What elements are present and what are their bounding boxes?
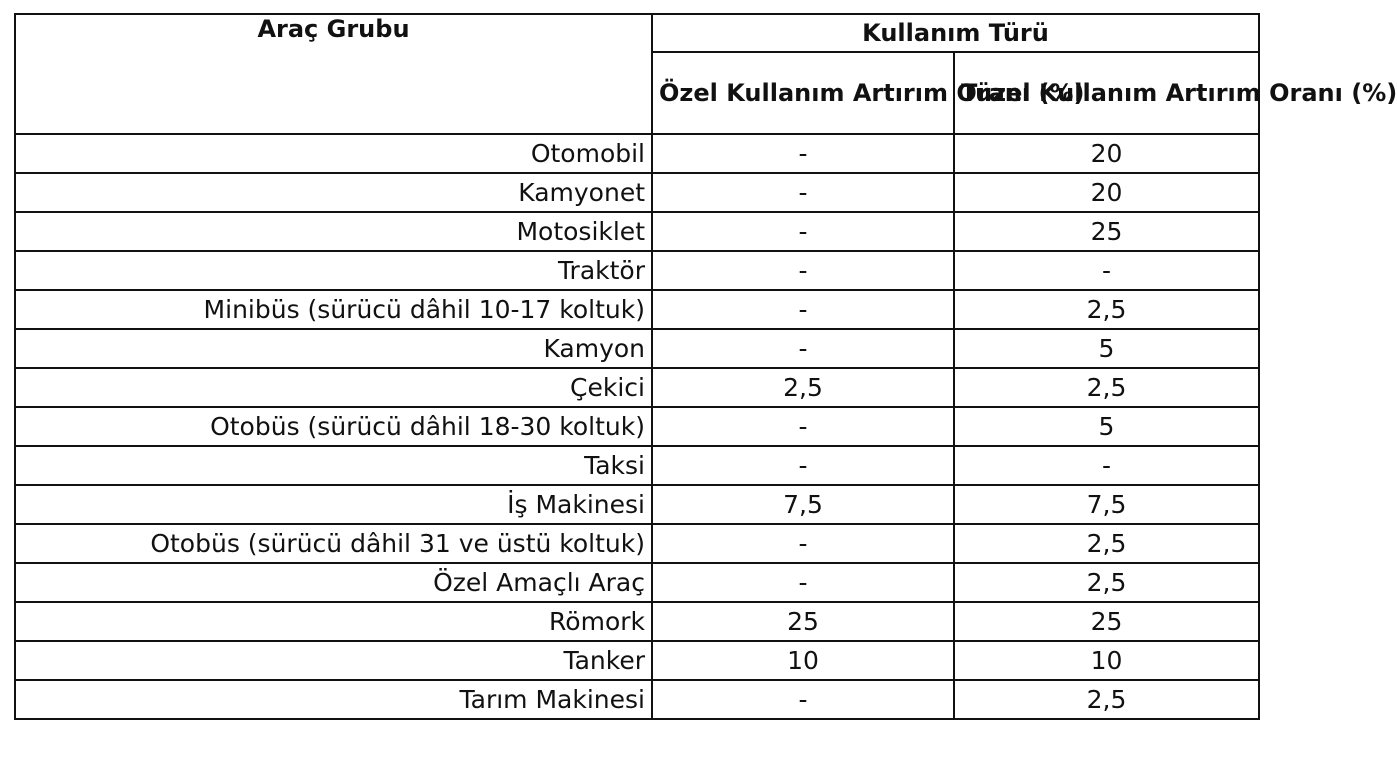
vehicle-group-cell: Çekici: [15, 368, 652, 407]
vehicle-group-cell: Tanker: [15, 641, 652, 680]
table-row: [15, 368, 1259, 407]
private-rate-cell: -: [652, 134, 954, 173]
vehicle-group-cell: Römork: [15, 602, 652, 641]
private-rate-cell: -: [652, 563, 954, 602]
private-rate-cell: -: [652, 290, 954, 329]
vehicle-group-cell: Traktör: [15, 251, 652, 290]
vehicle-group-cell: Motosiklet: [15, 212, 652, 251]
private-rate-cell: -: [652, 446, 954, 485]
vehicle-group-cell: Tarım Makinesi: [15, 680, 652, 719]
corporate-rate-cell: 2,5: [954, 680, 1259, 719]
table-row: [15, 524, 1259, 563]
private-rate-cell: -: [652, 251, 954, 290]
corporate-usage-rate-header: Tüzel Kullanım Artırım Oranı (%): [954, 52, 1259, 134]
private-rate-cell: 10: [652, 641, 954, 680]
vehicle-group-cell: Taksi: [15, 446, 652, 485]
usage-type-header: Kullanım Türü: [652, 14, 1259, 52]
vehicle-group-header: Araç Grubu: [15, 14, 652, 134]
table-row: [15, 173, 1259, 212]
vehicle-group-cell: Özel Amaçlı Araç: [15, 563, 652, 602]
table-row: [15, 641, 1259, 680]
vehicle-group-cell: Kamyon: [15, 329, 652, 368]
vehicle-group-cell: Kamyonet: [15, 173, 652, 212]
table-row: [15, 602, 1259, 641]
vehicle-group-cell: Minibüs (sürücü dâhil 10-17 koltuk): [15, 290, 652, 329]
corporate-rate-cell: 25: [954, 602, 1259, 641]
private-rate-cell: 25: [652, 602, 954, 641]
table-row: [15, 329, 1259, 368]
corporate-rate-cell: 7,5: [954, 485, 1259, 524]
corporate-rate-cell: 2,5: [954, 563, 1259, 602]
corporate-rate-cell: 20: [954, 173, 1259, 212]
private-rate-cell: -: [652, 329, 954, 368]
vehicle-group-cell: İş Makinesi: [15, 485, 652, 524]
table-row: [15, 563, 1259, 602]
rate-table: [14, 13, 1397, 720]
corporate-rate-cell: 2,5: [954, 524, 1259, 563]
corporate-rate-cell: 2,5: [954, 368, 1259, 407]
private-rate-cell: -: [652, 524, 954, 563]
corporate-rate-cell: 20: [954, 134, 1259, 173]
vehicle-group-cell: Otobüs (sürücü dâhil 18-30 koltuk): [15, 407, 652, 446]
private-rate-cell: 7,5: [652, 485, 954, 524]
private-rate-cell: -: [652, 680, 954, 719]
table-row: [15, 212, 1259, 251]
table-row: [15, 134, 1259, 173]
private-usage-rate-header: Özel Kullanım Artırım Oranı (%): [652, 52, 954, 134]
corporate-rate-cell: -: [954, 251, 1259, 290]
vehicle-group-cell: Otobüs (sürücü dâhil 31 ve üstü koltuk): [15, 524, 652, 563]
corporate-rate-cell: 5: [954, 407, 1259, 446]
private-rate-cell: -: [652, 212, 954, 251]
vehicle-group-cell: Otomobil: [15, 134, 652, 173]
corporate-rate-cell: 10: [954, 641, 1259, 680]
table-row: [15, 680, 1259, 719]
table-row: [15, 290, 1259, 329]
corporate-rate-cell: 5: [954, 329, 1259, 368]
private-rate-cell: -: [652, 407, 954, 446]
private-rate-cell: 2,5: [652, 368, 954, 407]
table-header: [15, 14, 1397, 134]
corporate-rate-cell: 2,5: [954, 290, 1259, 329]
table-row: [15, 251, 1259, 290]
header-row-top: [15, 14, 1259, 52]
table-row: [15, 407, 1259, 446]
table-row: [15, 446, 1259, 485]
table-row: [15, 485, 1259, 524]
corporate-rate-cell: 25: [954, 212, 1259, 251]
table-body: [15, 134, 1259, 719]
private-rate-cell: -: [652, 173, 954, 212]
corporate-rate-cell: -: [954, 446, 1259, 485]
